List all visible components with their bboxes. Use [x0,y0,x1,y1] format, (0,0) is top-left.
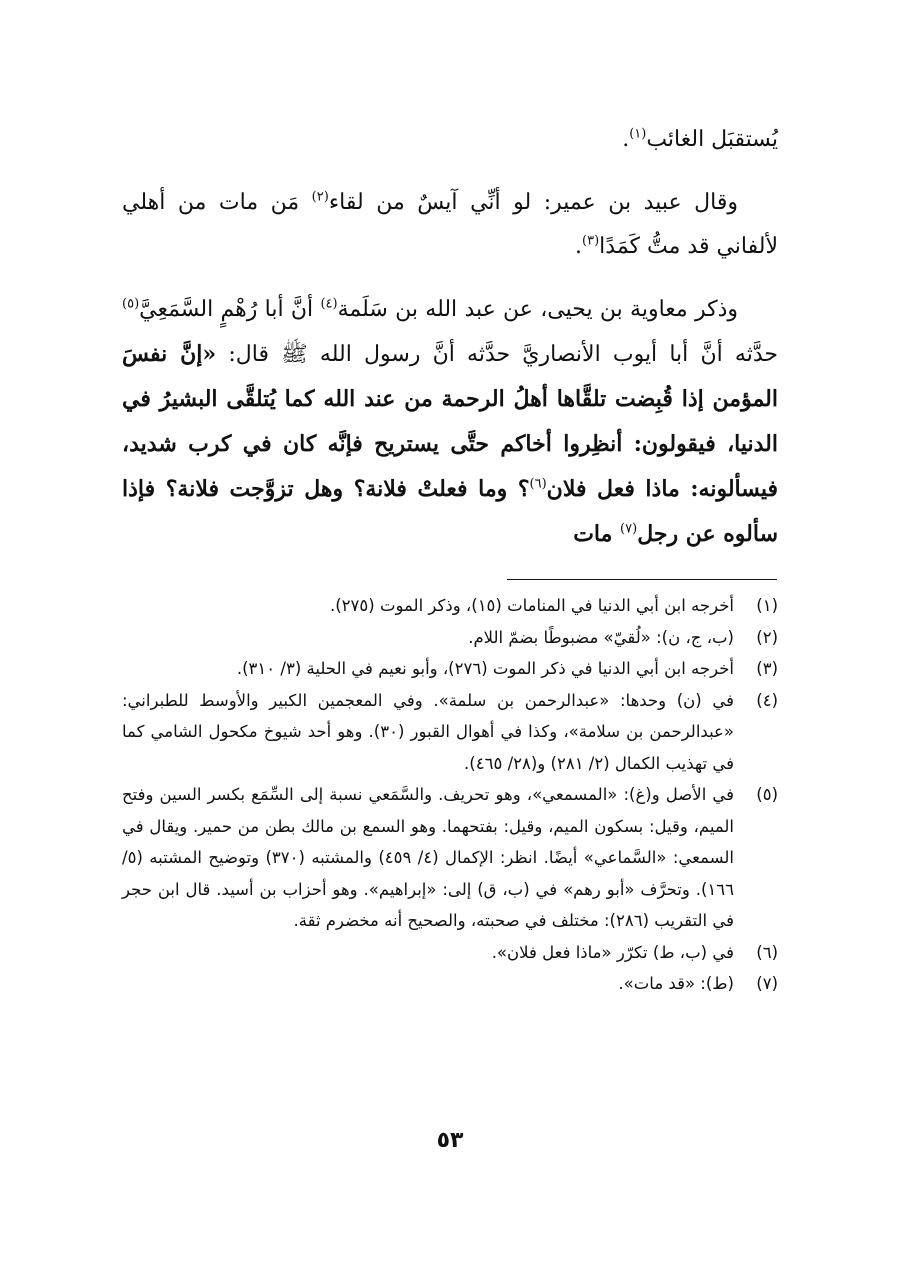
footnote-3 [122,653,778,685]
footnote-text: في (ن) وحدها: «عبدالرحمن بن سلمة». وفي المعجمين الكبير والأوسط للطبراني: «عبدالرحمن بن سلامة»، وكذا في أهوال القبور (٣٠). وهو أحد شيوخ مكحول الشامي كما في تهذيب الكمال (٢/ ٢٨١) و(٢٨/ ٤٦٥). [122,690,734,773]
paragraph-1-end: . [622,127,630,152]
footnotes-list [122,590,778,1000]
footnote-marker-3: (٣) [582,233,600,249]
footnote-4 [122,685,778,780]
footnote-marker-1: (١) [629,126,647,142]
paragraph-3-text-b: أنَّ أبا رُهْمٍ السَّمَعِيَّ [139,297,321,322]
footnote-number: (٧) [756,974,778,993]
footnote-text: (ط): «قد مات». [618,974,734,993]
paragraph-3-text-c: حدَّثه أنَّ أبا أيوب الأنصاريَّ حدَّثه أنَّ رسول الله ﷺ قال: [216,342,778,367]
footnote-marker-2: (٢) [311,189,329,205]
footnote-number: (١) [756,596,778,615]
main-text [122,118,778,557]
footnote-separator [507,579,777,580]
paragraph-2-text-a: وقال عبيد بن عمير: لو أنِّي آيسٌ من لقاء [328,190,738,215]
footnote-5 [122,779,778,937]
footnote-marker-4: (٤) [320,296,338,312]
hadith-text-c: مات [573,521,621,547]
footnote-7 [122,968,778,1000]
footnote-6 [122,937,778,969]
paragraph-3-text-a: وذكر معاوية بن يحيى، عن عبد الله بن سَلَمة [337,297,738,322]
footnote-number: (٢) [756,627,778,647]
footnote-text: في الأصل و(غ): «المسمعي»، وهو تحريف. والسَّمَعي نسبة إلى السِّمَع بكسر السين وفتح الميم، وقيل: بسكون الميم، وقيل: بفتحهما. وهو السمع بن مالك بطن من حمير. ويقال في السمعي: «السَّماعي» أيضًا. انظر: الإكمال (٤/ ٤٥٩) والمشتبه (٣٧٠) وتوضيح المشتبه (٥/ ١٦٦). وتحرَّف «أبو رهم» في (ب، ق) إلى: «إبراهيم». وهو أحزاب بن أسيد. قال ابن حجر في التقريب (٢٨٦): مختلف في صحبته، والصحيح أنه مخضرم ثقة. [122,785,734,930]
footnote-1 [122,590,778,622]
footnote-text: أخرجه ابن أبي الدنيا في ذكر الموت (٢٧٦)، وأبو نعيم في الحلية (٣/ ٣١٠). [236,659,734,678]
hadith-text-a: «إنَّ نفسَ المؤمن إذا قُبِضت تلقَّاها أهلُ الرحمة من عند الله كما يُتلقَّى البشيرُ في الدنيا، فيقولون: أنظِروا أخاكم حتَّى يستريح فإنَّه كان في كرب شديد، فيسألونه: ماذا فعل فلان [122,341,779,502]
paragraph-2-text-b: مَن مات من أهلي لألفاني قد متُّ كَمَدًا [122,190,778,259]
hadith-text-b: ؟ وما فعلتْ فلانة؟ وهل تزوَّجت فلانة؟ فإذا سألوه عن رجل [122,476,778,547]
footnote-text: (ب، ج، ن): «لُقيّ» مضبوطًا بضمّ اللام. [468,627,734,647]
footnote-marker-7: (٧) [620,521,638,537]
footnote-text: في (ب، ط) تكرّر «ماذا فعل فلان». [491,942,734,962]
footnote-number: (٥) [756,785,778,804]
paragraph-3 [122,288,778,557]
paragraph-2 [122,181,778,269]
footnote-2 [122,622,778,654]
paragraph-2-end: . [575,234,583,259]
footnote-text: أخرجه ابن أبي الدنيا في المنامات (١٥)، وذكر الموت (٢٧٥). [329,596,734,615]
footnote-marker-6: (٦) [529,476,547,492]
footnote-number: (٦) [756,942,778,962]
footnote-number: (٤) [756,690,778,710]
page-number: ٥٣ [436,1128,464,1153]
paragraph-1 [122,118,778,162]
footnote-number: (٣) [756,659,778,678]
paragraph-1-text: يُستقبَل الغائب [646,127,778,152]
footnote-marker-5: (٥) [122,296,140,312]
